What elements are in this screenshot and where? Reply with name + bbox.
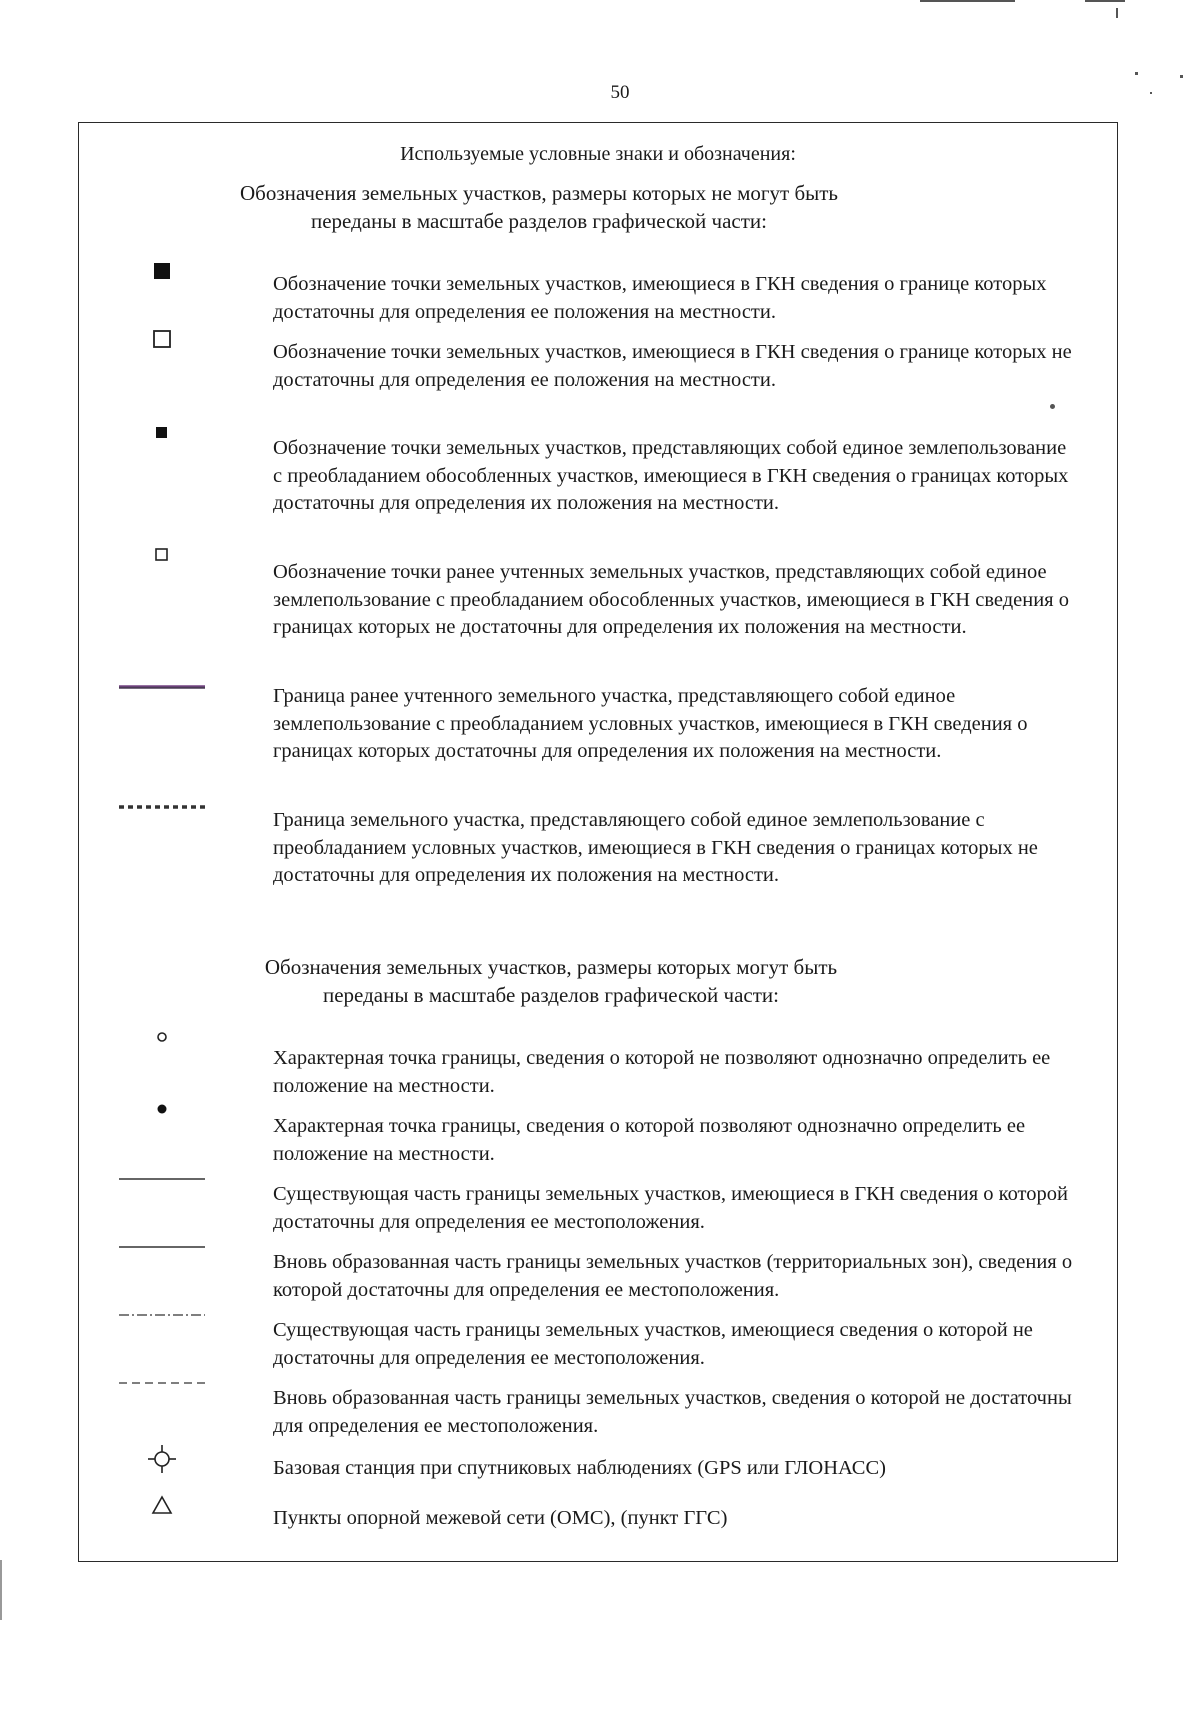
legend-item-text: Обозначение точки земельных участков, представляющих собой единое землепользование с преобладанием обособленных участков, имеющиеся в ГКН сведения о границах которых достаточны для определения их положения на местности.	[273, 437, 1069, 514]
scan-speck	[1150, 92, 1152, 94]
open-square-small-icon	[117, 543, 207, 567]
scan-speck	[0, 1560, 2, 1620]
crosshair-circle-icon	[117, 1447, 207, 1471]
dashed-line-icon	[117, 1371, 207, 1395]
scan-speck	[1135, 72, 1138, 75]
section-heading-1-line-2: переданы в масштабе разделов графической части:	[310, 209, 768, 233]
legend-frame	[78, 122, 1118, 1562]
legend-item-text: Обозначение точки земельных участков, имеющиеся в ГКН сведения о границе которых не достаточны для определения ее положения на местности.	[273, 341, 1072, 391]
legend-item-text: Пункты опорной межевой сети (ОМС), (пункт ГГС)	[273, 1507, 728, 1529]
scan-speck	[920, 0, 1015, 2]
legend-item-text: Характерная точка границы, сведения о которой позволяют однозначно определить ее положение на местности.	[273, 1115, 1026, 1165]
scan-speck	[1085, 0, 1125, 2]
open-square-large-icon	[117, 327, 207, 351]
legend-item-text: Вновь образованная часть границы земельных участков, сведения о которой не достаточны для определения ее местоположения.	[273, 1387, 1072, 1437]
legend-item-text: Обозначение точки земельных участков, имеющиеся в ГКН сведения о границе которых достаточны для определения ее положения на местности.	[273, 273, 1047, 323]
scan-speck	[1116, 8, 1118, 18]
section-heading-2-line-1: Обозначения земельных участков, размеры которых могут быть	[264, 955, 838, 979]
section-heading-2-line-2: переданы в масштабе разделов графической части:	[322, 983, 780, 1007]
solid-line-icon	[117, 1235, 207, 1259]
filled-square-large-icon	[117, 259, 207, 283]
section-heading-1-line-1: Обозначения земельных участков, размеры которых не могут быть	[239, 181, 839, 205]
legend-item-text: Существующая часть границы земельных участков, имеющиеся в ГКН сведения о которой достаточны для определения ее местоположения.	[273, 1183, 1068, 1233]
legend-item-text: Характерная точка границы, сведения о которой не позволяют однозначно определить ее положение на местности.	[273, 1047, 1051, 1097]
page-number: 50	[610, 82, 630, 103]
scan-speck	[1050, 404, 1055, 409]
solid-line-icon	[117, 1167, 207, 1191]
legend-item-text: Обозначение точки ранее учтенных земельных участков, представляющих собой единое землепользование с преобладанием обособленных участков, имеющиеся в ГКН сведения о границах которых не достаточны для определения их положения на местности.	[273, 561, 1069, 638]
legend-title: Используемые условные знаки и обозначения:	[400, 143, 796, 165]
legend-item-text: Граница земельного участка, представляющего собой единое землепользование с преобладанием условных участков, имеющиеся в ГКН сведения о границах которых не достаточны для определения их положения на местности.	[273, 809, 1038, 886]
thick-purple-line-icon	[117, 675, 207, 699]
triangle-icon	[117, 1493, 207, 1517]
dash-dot-line-icon	[117, 1303, 207, 1327]
section-heading-1	[219, 179, 859, 235]
open-circle-icon	[117, 1025, 207, 1049]
legend-item-text: Граница ранее учтенного земельного участка, представляющего собой единое землепользование с преобладанием условных участков, имеющиеся в ГКН сведения о границах которых достаточны для определения их положения на местности.	[273, 685, 1028, 762]
legend-item-text: Существующая часть границы земельных участков, имеющиеся сведения о которой не достаточны для определения ее местоположения.	[273, 1319, 1033, 1369]
filled-square-small-icon	[117, 421, 207, 445]
dotted-line-icon	[117, 795, 207, 819]
legend-item-text: Базовая станция при спутниковых наблюдениях (GPS или ГЛОНАСС)	[273, 1457, 886, 1479]
filled-circle-icon	[117, 1097, 207, 1121]
section-heading-2	[231, 953, 871, 1009]
scan-speck	[1180, 75, 1183, 78]
legend-item-text: Вновь образованная часть границы земельных участков (территориальных зон), сведения о которой достаточны для определения ее местоположения.	[273, 1251, 1073, 1301]
